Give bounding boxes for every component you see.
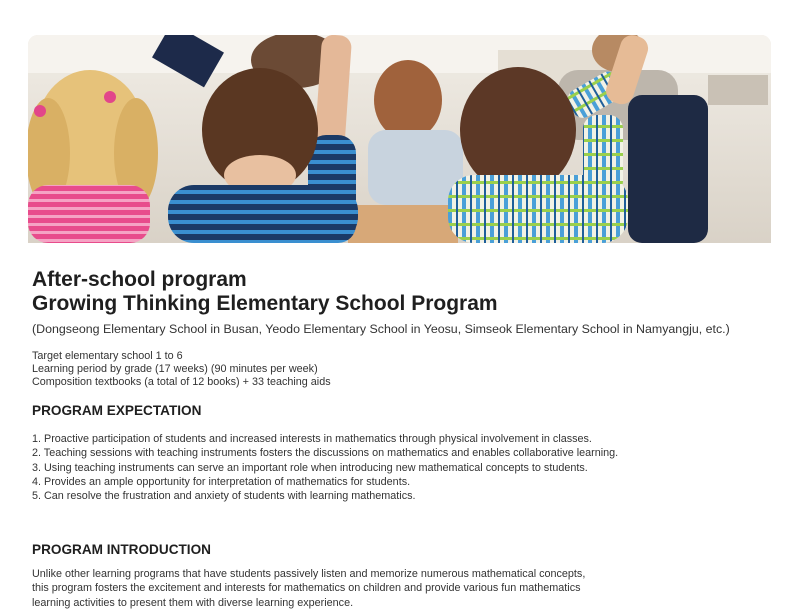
program-content bbox=[32, 268, 772, 609]
intro-line: learning activities to present them with diverse learning experience. bbox=[32, 596, 354, 609]
program-info bbox=[32, 350, 772, 389]
hero-image bbox=[28, 35, 771, 243]
program-title: Growing Thinking Elementary School Program bbox=[32, 292, 498, 315]
list-item: 3. Using teaching instruments can serve an important role when introducing new mathematical concepts to students. bbox=[32, 461, 588, 474]
school-list: (Dongseong Elementary School in Busan, Yeodo Elementary School in Yeosu, Simseok Elementary School in Namyangju, etc.) bbox=[32, 322, 730, 336]
introduction-text bbox=[32, 567, 632, 610]
expectation-heading: PROGRAM EXPECTATION bbox=[32, 403, 202, 418]
expectation-list bbox=[32, 432, 618, 503]
classroom-photo-icon bbox=[28, 35, 771, 243]
list-item: 5. Can resolve the frustration and anxiety of students with learning mathematics. bbox=[32, 490, 416, 503]
materials: Composition textbooks (a total of 12 books) + 33 teaching aids bbox=[32, 376, 331, 388]
target-grade: Target elementary school 1 to 6 bbox=[32, 350, 183, 362]
program-category: After-school program bbox=[32, 268, 247, 291]
list-item: 1. Proactive participation of students and increased interests in mathematics through physical involvement in classes. bbox=[32, 433, 592, 445]
learning-period: Learning period by grade (17 weeks) (90 minutes per week) bbox=[32, 363, 318, 375]
list-item: 4. Provides an ample opportunity for interpretation of mathematics for students. bbox=[32, 475, 411, 488]
introduction-heading: PROGRAM INTRODUCTION bbox=[32, 542, 211, 557]
intro-line: Unlike other learning programs that have students passively listen and memorize numerous mathematical concepts, bbox=[32, 568, 586, 580]
intro-line: this program fosters the excitement and interests for mathematics on children and provide various fun mathematics bbox=[32, 582, 581, 595]
list-item: 2. Teaching sessions with teaching instruments fosters the discussions on mathematics and enables collaborative learning. bbox=[32, 447, 619, 460]
